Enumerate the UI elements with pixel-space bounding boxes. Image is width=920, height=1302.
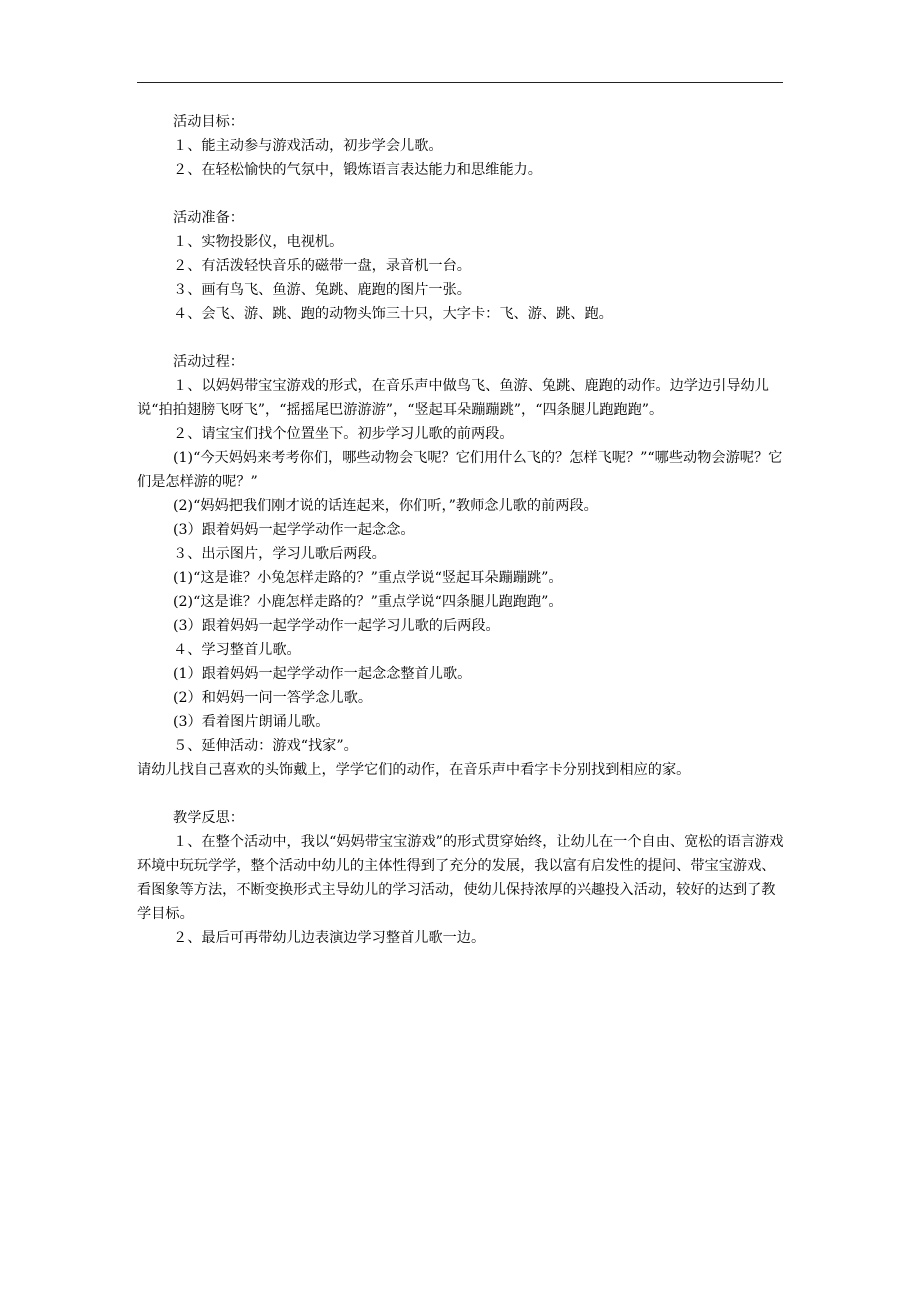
process-step-2-1: (1)“今天妈妈来考考你们，哪些动物会飞呢？它们用什么飞的？怎样飞呢？”“哪些动物会游呢？它们是怎样游的呢？” — [137, 450, 783, 490]
header-rule — [137, 82, 783, 83]
prep-item-1: １、实物投影仪，电视机。 — [173, 234, 344, 250]
prep-heading: 活动准备： — [173, 210, 244, 226]
process-step-1: １、以妈妈带宝宝游戏的形式，在音乐声中做鸟飞、鱼游、兔跳、鹿跑的动作。边学边引导幼儿说“拍拍翅膀飞呀飞”，“摇摇尾巴游游游”，“竖起耳朵蹦蹦跳”，“四条腿儿跑跑跑”。 — [137, 378, 769, 418]
prep-item-4: ４、会飞、游、跳、跑的动物头饰三十只，大字卡：飞、游、跳、跑。 — [173, 306, 613, 322]
process-heading: 活动过程： — [173, 354, 244, 370]
reflection-item-2: ２、最后可再带幼儿边表演边学习整首儿歌一边。 — [173, 930, 486, 946]
process-step-4-3: (3）看着图片朗诵儿歌。 — [173, 714, 330, 730]
process-step-2-2: (2)“妈妈把我们刚才说的话连起来，你们听，”教师念儿歌的前两段。 — [173, 498, 598, 514]
process-step-3-3: (3）跟着妈妈一起学学动作一起学习儿歌的后两段。 — [173, 618, 500, 634]
goals-item-2: ２、在轻松愉快的气氛中，锻炼语言表达能力和思维能力。 — [173, 162, 542, 178]
section-reflection — [137, 806, 785, 950]
reflection-heading: 教学反思： — [173, 810, 244, 826]
section-process — [137, 350, 785, 782]
document-body — [137, 110, 785, 950]
section-goals — [137, 110, 785, 182]
reflection-item-1: １、在整个活动中，我以“妈妈带宝宝游戏”的形式贯穿始终，让幼儿在一个自由、宽松的语言游戏环境中玩玩学学，整个活动中幼儿的主体性得到了充分的发展，我以富有启发性的提问、带宝宝游戏、看图象等方法，不断变换形式主导幼儿的学习活动，使幼儿保持浓厚的兴趣投入活动，较好的达到了教学目标。 — [137, 834, 784, 922]
process-step-5-detail: 请幼儿找自己喜欢的头饰戴上，学学它们的动作，在音乐声中看字卡分别找到相应的家。 — [137, 762, 691, 778]
goals-heading: 活动目标： — [173, 114, 244, 130]
process-step-4-1: (1）跟着妈妈一起学学动作一起念念整首儿歌。 — [173, 666, 472, 682]
process-step-4-2: (2）和妈妈一问一答学念儿歌。 — [173, 690, 373, 706]
goals-item-1: １、能主动参与游戏活动，初步学会儿歌。 — [173, 138, 443, 154]
section-prep — [137, 206, 785, 326]
process-step-3: ３、出示图片，学习儿歌后两段。 — [173, 546, 386, 562]
process-step-3-2: (2)“这是谁？小鹿怎样走路的？”重点学说“四条腿儿跑跑跑”。 — [173, 594, 563, 610]
process-step-3-1: (1)“这是谁？小兔怎样走路的？”重点学说“竖起耳朵蹦蹦跳”。 — [173, 570, 563, 586]
process-step-4: ４、学习整首儿歌。 — [173, 642, 301, 658]
prep-item-3: ３、画有鸟飞、鱼游、兔跳、鹿跑的图片一张。 — [173, 282, 471, 298]
process-step-2-3: (3）跟着妈妈一起学学动作一起念念。 — [173, 522, 415, 538]
process-step-5: ５、延伸活动：游戏“找家”。 — [173, 738, 358, 754]
process-step-2: ２、请宝宝们找个位置坐下。初步学习儿歌的前两段。 — [173, 426, 514, 442]
prep-item-2: ２、有活泼轻快音乐的磁带一盘，录音机一台。 — [173, 258, 471, 274]
